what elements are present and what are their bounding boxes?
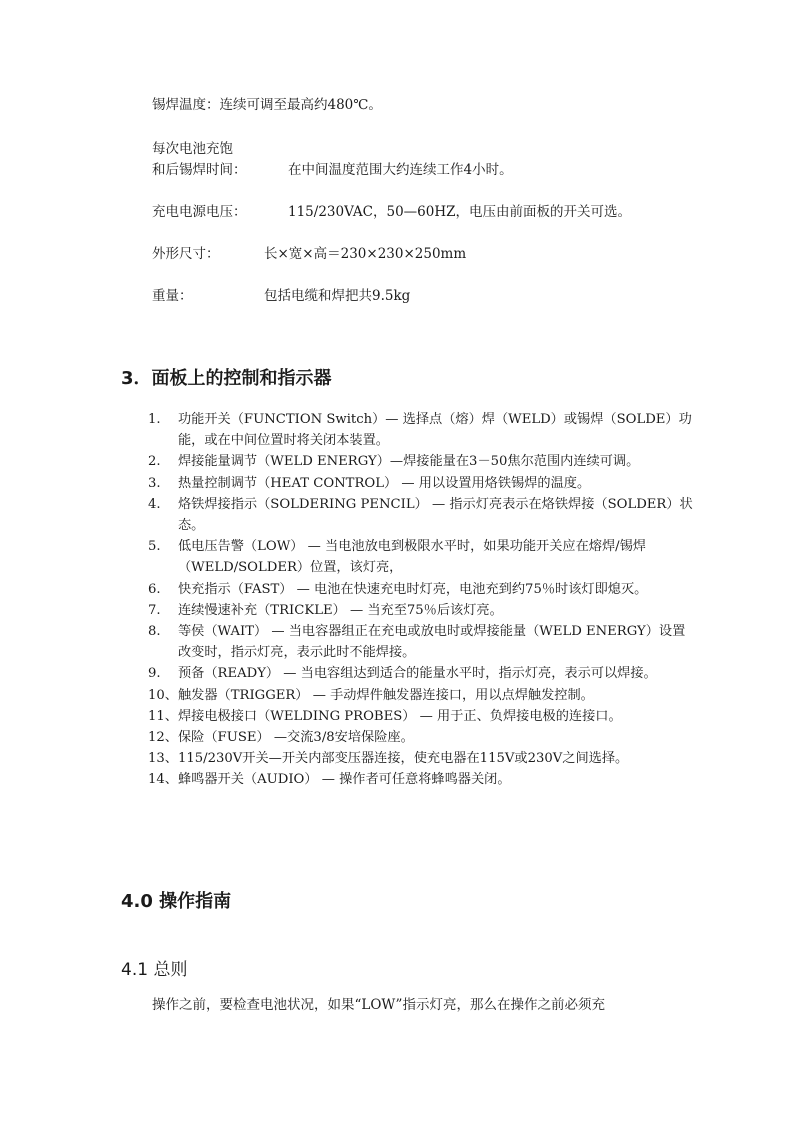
list-item	[148, 451, 698, 472]
list-item	[148, 600, 698, 621]
spec-charge-time-line1-text: 每次电池充饱	[152, 141, 233, 157]
list-item	[148, 663, 698, 684]
list-item	[148, 727, 698, 748]
list-item-number: 6.	[148, 581, 161, 597]
list-item-text: 焊接电极接口（WELDING PROBES） — 用于正、负焊接电极的连接口。	[178, 708, 622, 724]
spec-solder-temp	[152, 95, 382, 115]
spec-voltage-value: 115/230VAC，50—60HZ，电压由前面板的开关可选。	[288, 204, 632, 220]
list-item	[148, 621, 698, 663]
list-item	[148, 473, 698, 494]
list-item	[148, 748, 698, 769]
list-item-number: 12、	[148, 730, 178, 746]
spec-weight	[152, 286, 411, 306]
list-item-text: 功能开关（FUNCTION Switch）— 选择点（熔）焊（WELD）或锡焊（SOLDE）功能，或在中间位置时将关闭本装置。	[178, 412, 692, 449]
controls-list	[148, 409, 698, 791]
list-item-number: 8.	[148, 624, 161, 640]
list-item	[148, 706, 698, 727]
list-item-number: 4.	[148, 496, 161, 512]
list-item-text: 热量控制调节（HEAT CONTROL） — 用以设置用烙铁锡焊的温度。	[178, 475, 591, 491]
section-4-heading: 4.0 操作指南	[121, 891, 232, 912]
spec-charge-time-label: 和后锡焊时间：	[152, 162, 247, 178]
section-3-heading: 3．面板上的控制和指示器	[121, 368, 332, 389]
list-item	[148, 579, 698, 600]
spec-charge-time-line1	[152, 139, 233, 159]
list-item-text: 烙铁焊接指示（SOLDERING PENCIL） — 指示灯亮表示在烙铁焊接（SOLDER）状态。	[178, 496, 693, 534]
spec-solder-temp-text: 锡焊温度：连续可调至最高约480℃。	[152, 97, 382, 113]
list-item-number: 13、	[148, 751, 178, 767]
list-item-number: 9.	[148, 666, 161, 682]
list-item	[148, 409, 698, 451]
intro-paragraph: 操作之前，要检查电池状况，如果“LOW”指示灯亮，那么在操作之前必须充	[152, 997, 605, 1013]
section-4-1-heading: 4.1 总则	[121, 960, 188, 980]
list-item-text: 蜂鸣器开关（AUDIO） — 操作者可任意将蜂鸣器关闭。	[178, 772, 511, 788]
spec-size	[152, 244, 467, 264]
spec-voltage	[152, 202, 632, 222]
list-item	[148, 685, 698, 706]
list-item	[148, 769, 698, 790]
spec-size-label: 外形尺寸：	[152, 246, 220, 262]
list-item-text: 焊接能量调节（WELD ENERGY）—焊接能量在3－50焦尔范围内连续可调。	[178, 454, 640, 470]
list-item-number: 14、	[148, 772, 178, 788]
list-item-number: 1.	[148, 412, 161, 427]
list-item-number: 7.	[148, 602, 161, 618]
spec-size-value: 长×宽×高＝230×230×250mm	[264, 246, 467, 262]
list-item-text: 等侯（WAIT） — 当电容器组正在充电或放电时或焊接能量（WELD ENERGY）设置改变时，指示灯亮，表示此时不能焊接。	[178, 624, 686, 661]
list-item-number: 11、	[148, 708, 178, 724]
spec-voltage-label: 充电电源电压：	[152, 204, 247, 220]
spec-charge-time	[152, 160, 513, 180]
spec-weight-label: 重量：	[152, 288, 193, 304]
list-item	[148, 536, 698, 578]
list-item-number: 3.	[148, 475, 161, 491]
list-item-text: 低电压告警（LOW） — 当电池放电到极限水平时，如果功能开关应在熔焊/锡焊（WELD/SOLDER）位置，该灯亮，	[178, 539, 646, 576]
list-item-number: 2.	[148, 454, 161, 470]
spec-weight-value: 包括电缆和焊把共9.5kg	[264, 288, 411, 304]
list-item	[148, 494, 698, 536]
list-item-text: 保险（FUSE） —交流3/8安培保险座。	[178, 730, 414, 746]
list-item-number: 10、	[148, 687, 178, 703]
list-item-text: 快充指示（FAST） — 电池在快速充电时灯亮，电池充到约75％时该灯即熄灭。	[178, 581, 648, 597]
list-item-text: 触发器（TRIGGER） — 手动焊件触发器连接口，用以点焊触发控制。	[178, 687, 594, 703]
list-item-number: 5.	[148, 539, 161, 555]
list-item-text: 115/230V开关—开关内部变压器连接，使充电器在115V或230V之间选择。	[178, 751, 629, 767]
spec-charge-time-value: 在中间温度范围大约连续工作4小时。	[288, 162, 513, 178]
list-item-text: 连续慢速补充（TRICKLE） — 当充至75％后该灯亮。	[178, 602, 503, 618]
list-item-text: 预备（READY） — 当电容组达到适合的能量水平时，指示灯亮，表示可以焊接。	[178, 666, 657, 682]
